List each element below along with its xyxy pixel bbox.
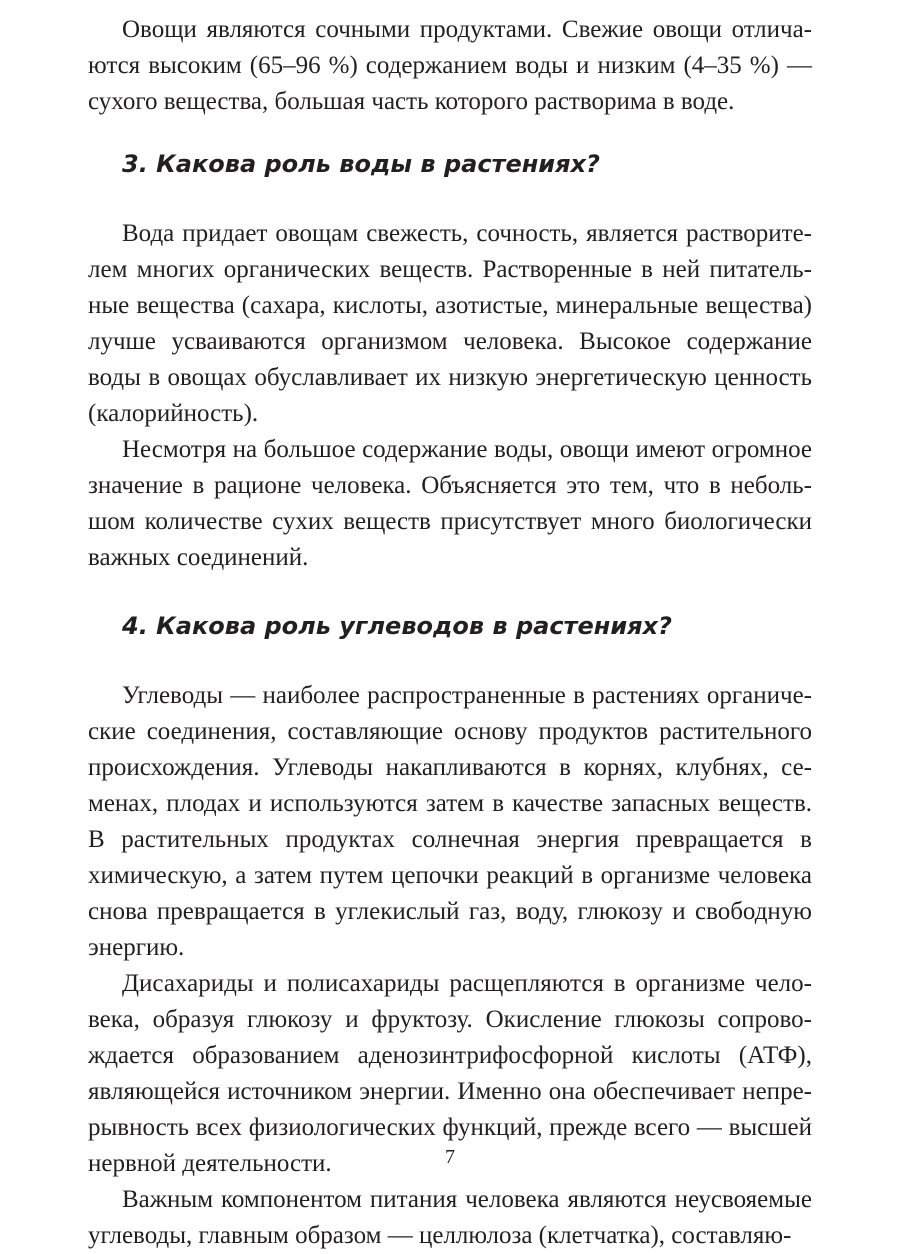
carbohydrates-paragraph-1: Углеводы — наиболее распространенные в растениях органические соединения, составляющие основу продуктов растительного происхождения. Углеводы накапливаются в корнях, клубнях, семенах, плодах и используются затем в качестве запасных веществ. В растительных продуктах солнечная энергия превращается в химическую, а затем путем цепочки реакций в организме человека снова превращается в углекислый газ, воду, глюкозу и свободную энергию.	[88, 682, 812, 961]
water-paragraph-1: Вода придает овощам свежесть, сочность, является растворителем многих органических веществ. Растворенные в ней питательные вещества (сахара, кислоты, азотистые, минеральные вещества) лучше усваиваются организмом человека. Высокое содержание воды в овощах обуславливает их низкую энергетическую ценность (калорийность).	[88, 220, 812, 427]
water-paragraph-2: Несмотря на большое содержание воды, овощи имеют огромное значение в рационе человека. Объясняется это тем, что в небольшом количестве сухих веществ присутствует много биологически важных соединений.	[88, 436, 812, 571]
section-heading-carbohydrates: 4. Какова роль углеводов в растениях?	[122, 612, 672, 640]
carbohydrates-paragraph-2: Дисахариды и полисахариды расщепляются в организме человека, образуя глюкозу и фруктозу. Окисление глюкозы сопровождается образованием аденозинтрифосфорной кислоты (АТФ), являющейся источником энергии. Именно она обеспечивает непрерывность всех физиологических функций, прежде всего — высшей нервной деятельности.	[88, 970, 812, 1177]
carbohydrates-paragraph-3: Важным компонентом питания человека являются неусвояемые углеводы, главным образом — целлюлоза (клетчатка), составляю-	[88, 1186, 812, 1249]
intro-paragraph-1: Овощи являются сочными продуктами. Свежие овощи отличаются высоким (65–96 %) содержанием воды и низким (4–35 %) — сухого вещества, большая часть которого растворима в воде.	[88, 16, 812, 115]
page-number: 7	[445, 1146, 455, 1168]
section-heading-water: 3. Какова роль воды в растениях?	[122, 150, 600, 178]
